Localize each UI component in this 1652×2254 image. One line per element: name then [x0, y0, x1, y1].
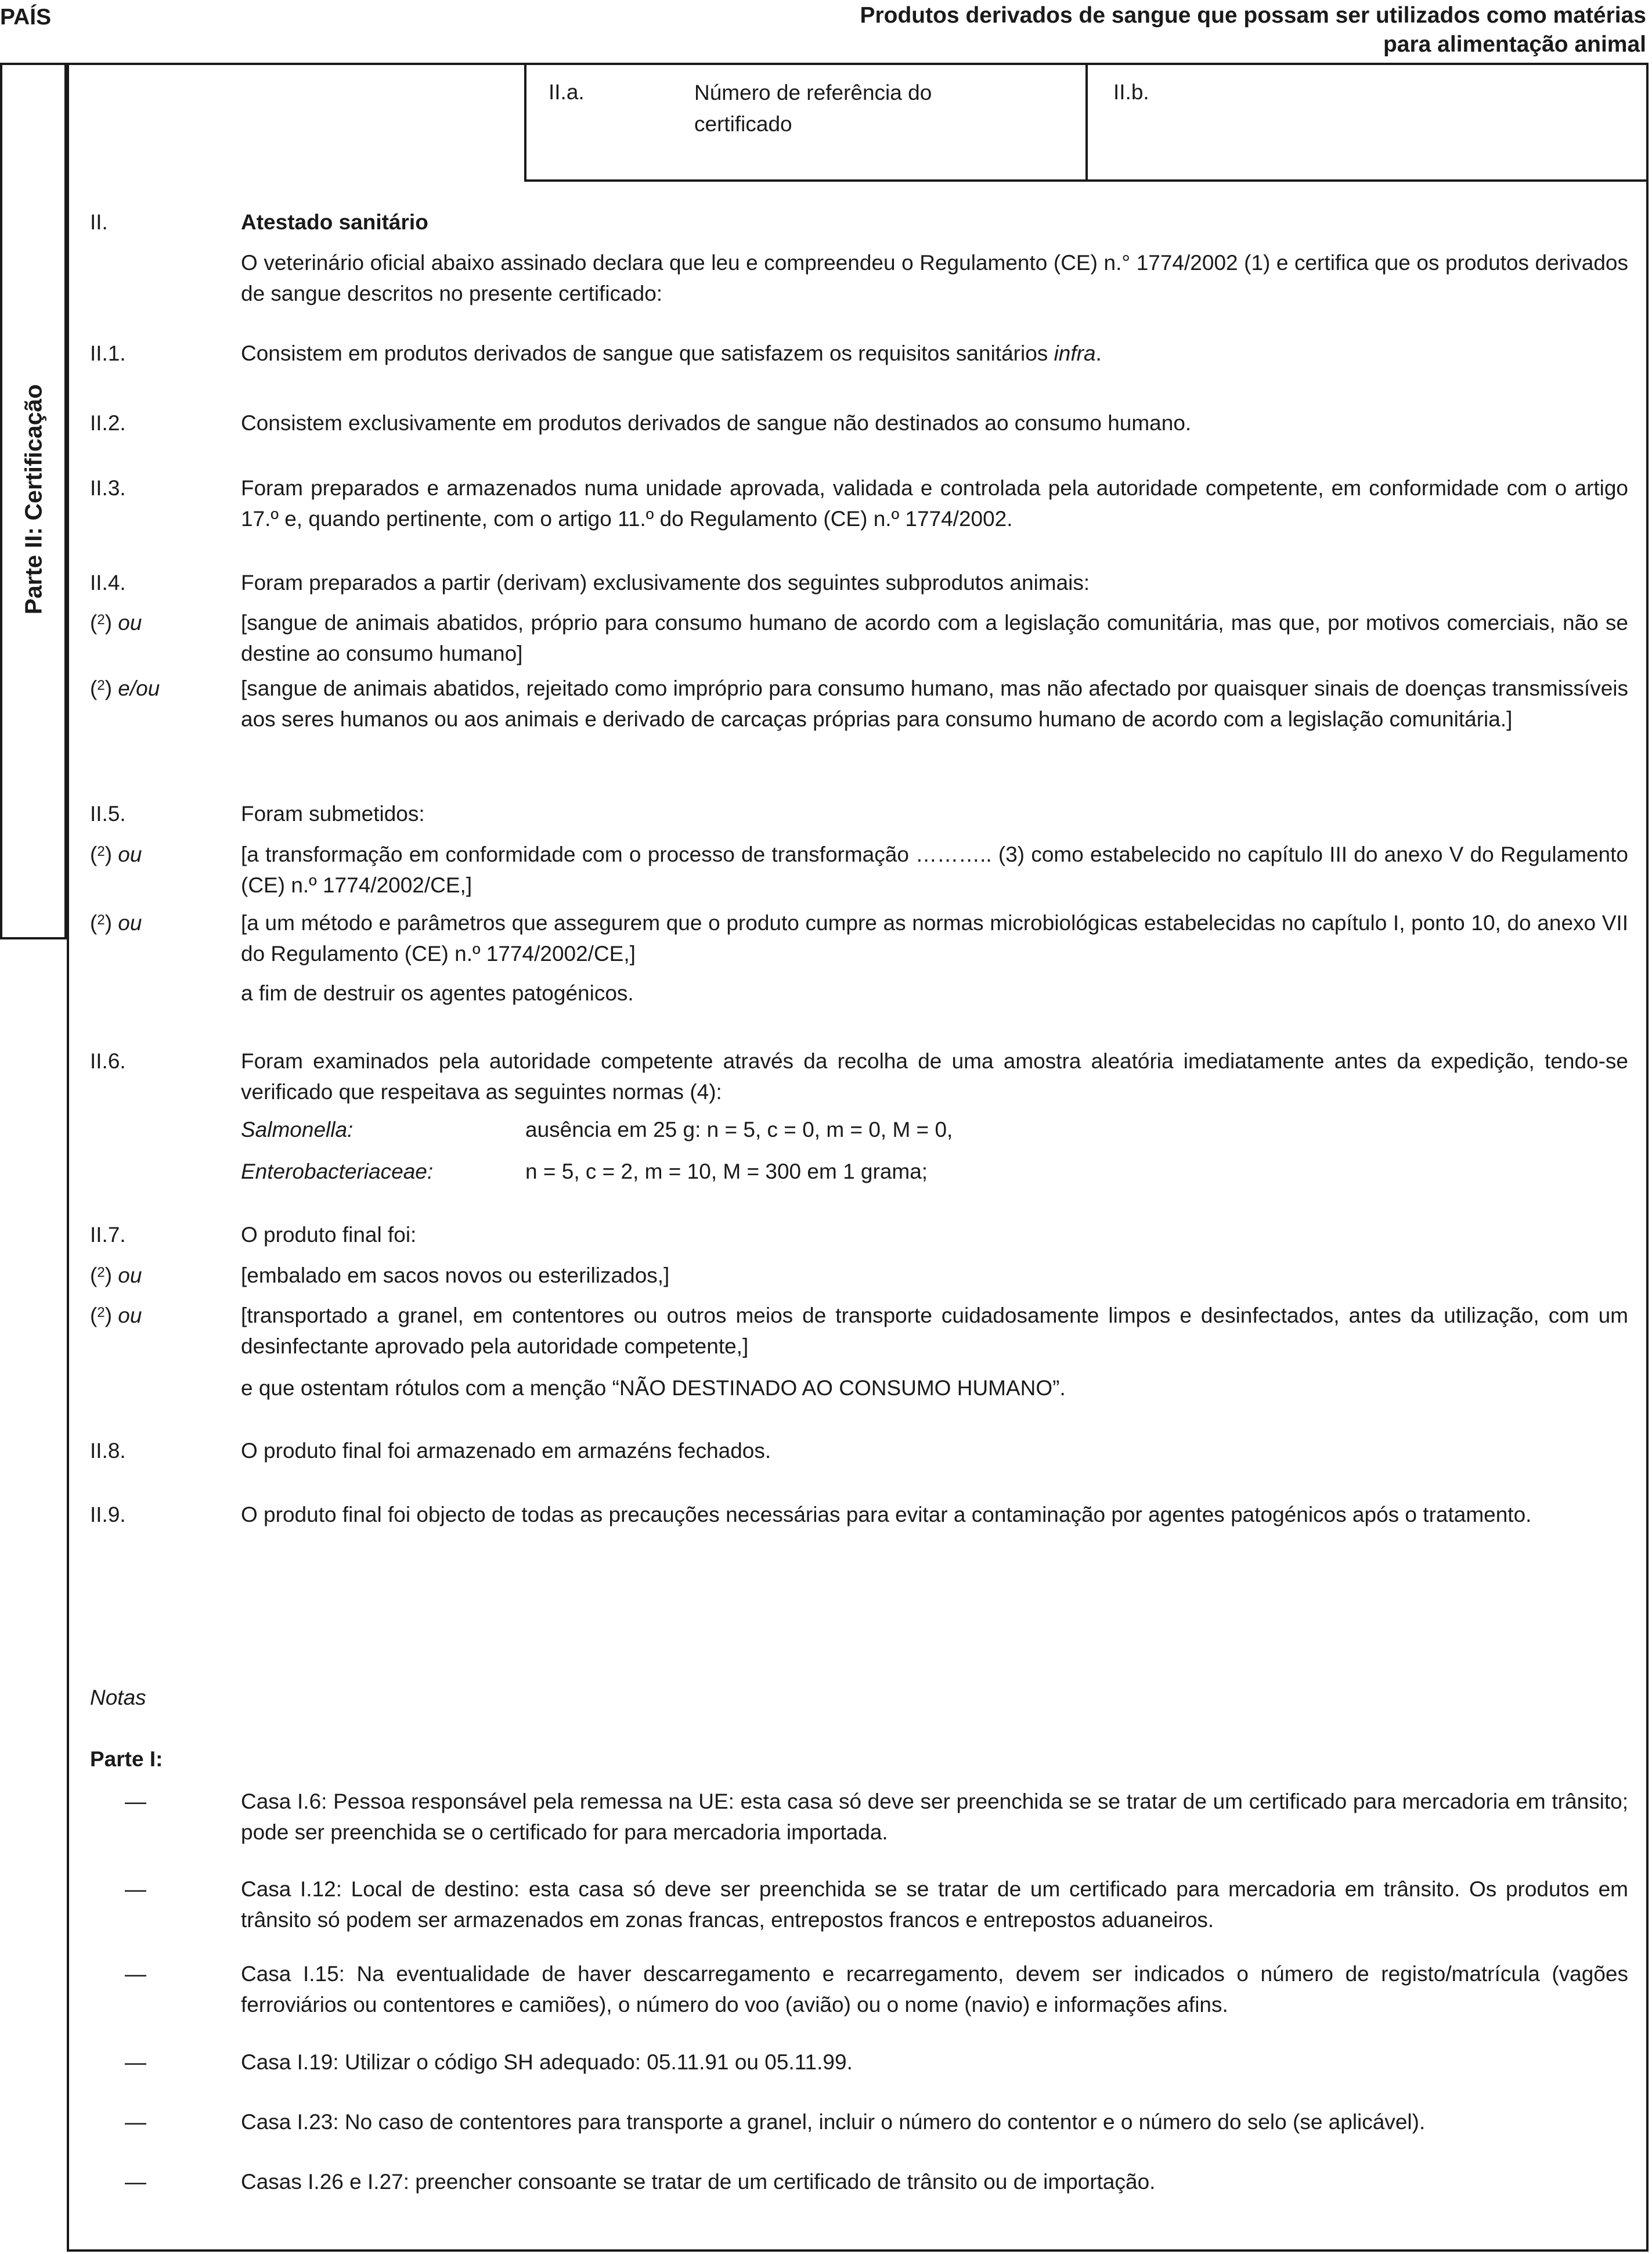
option-connector: ou	[112, 1304, 142, 1327]
note-text: Casas I.26 e I.27: preencher consoante se tratar de um certificado de trânsito ou de importação.	[241, 2170, 1156, 2194]
note-text: Casa I.6: Pessoa responsável pela remessa na UE: esta casa só deve ser preenchida se se tratar de um certificado para mercadoria em trânsito; pode ser preenchida se o certificado for para mercadoria importada.	[241, 1789, 1628, 1844]
option-text: [sangue de animais abatidos, próprio para consumo humano de acordo com a legislação comunitária, mas que, por motivos comerciais, não se destine ao consumo humano]	[241, 611, 1628, 665]
option-connector: ou	[112, 911, 142, 935]
footnote-ref: 2	[97, 612, 105, 628]
document-title	[659, 1, 1646, 59]
note-text: Casa I.12: Local de destino: esta casa só deve ser preenchida se se tratar de um certificado para mercadoria em trânsito. Os produtos em trânsito só podem ser armazenados em zonas francas, entrepostos francos e entrepostos aduaneiros.	[241, 1877, 1628, 1932]
ref-a-label	[694, 77, 932, 139]
note-dash: —	[125, 2050, 146, 2074]
note-text: Casa I.19: Utilizar o código SH adequado: 05.11.91 ou 05.11.99.	[241, 2050, 853, 2074]
item-text: O produto final foi:	[241, 1223, 417, 1247]
item-text: e que ostentam rótulos com a menção “NÃO DESTINADO AO CONSUMO HUMANO”.	[241, 1376, 1066, 1400]
ref-a-label-line2: certificado	[694, 111, 792, 136]
item-number: II.1.	[90, 341, 126, 365]
item-number: II.6.	[90, 1049, 126, 1073]
country-label: PAÍS	[0, 5, 52, 30]
item-number: II.3.	[90, 476, 126, 500]
item-number: II.8.	[90, 1439, 126, 1463]
item-text: O produto final foi armazenado em armazéns fechados.	[241, 1439, 771, 1463]
item-text-end: .	[1095, 341, 1102, 365]
section-number: II.	[90, 210, 108, 234]
footnote-ref: 2	[97, 678, 105, 693]
footnote-ref: 2	[97, 844, 105, 859]
option-marker: ($^2$) ou	[90, 911, 142, 935]
ref-a-label-line1: Número de referência do	[694, 81, 932, 105]
ref-a-code: II.a.	[549, 80, 585, 104]
option-connector: ou	[112, 611, 142, 635]
note-text: Casa I.15: Na eventualidade de haver descarregamento e recarregamento, devem ser indicados o número de registo/matrícula (vagões ferroviários ou contentores e camiões), o número do voo (avião) ou o nome (navio) e informações afins.	[241, 1962, 1628, 2017]
option-marker: ($^2$) ou	[90, 842, 142, 866]
item-text: Foram preparados a partir (derivam) exclusivamente dos seguintes subprodutos animais:	[241, 571, 1090, 595]
notes-part1-heading: Parte I:	[90, 1747, 163, 1771]
item-text-italic: infra	[1054, 341, 1096, 365]
option-connector: e/ou	[112, 676, 160, 700]
footnote-ref: 2	[97, 912, 105, 928]
item-text: Foram examinados pela autoridade competente através da recolha de uma amostra aleatória imediatamente antes da expedição, tendo-se verificado que respeitava as seguintes normas (4):	[241, 1049, 1628, 1104]
option-text: [a transformação em conformidade com o processo de transformação ……….. (3) como estabelecido no capítulo III do anexo V do Regulamento (CE) n.º 1774/2002/CE,]	[241, 842, 1628, 897]
ref-b-code: II.b.	[1113, 80, 1149, 104]
footnote-ref: 2	[97, 1305, 105, 1320]
option-connector: ou	[112, 1263, 142, 1287]
item-number: II.7.	[90, 1223, 126, 1247]
standard-value: ausência em 25 g: n = 5, c = 0, m = 0, M = 0,	[525, 1118, 953, 1142]
item-number: II.4.	[90, 571, 126, 595]
option-connector: ou	[112, 842, 142, 866]
item-number: II.2.	[90, 411, 126, 435]
standard-value: n = 5, c = 2, m = 10, M = 300 em 1 grama;	[525, 1160, 928, 1183]
document-title-line1: Produtos derivados de sangue que possam ser utilizados como matérias	[860, 3, 1646, 28]
item-number: II.5.	[90, 802, 126, 826]
item-text	[241, 339, 1628, 369]
footnote-ref: 2	[97, 1265, 105, 1280]
item-text: a fim de destruir os agentes patogénicos.	[241, 981, 634, 1005]
item-text: Foram submetidos:	[241, 802, 425, 826]
option-text: [transportado a granel, em contentores ou outros meios de transporte cuidadosamente limpos e desinfectados, antes da utilização, com um desinfectante aprovado pela autoridade competente,]	[241, 1304, 1628, 1358]
option-marker: ($^2$) ou	[90, 1304, 142, 1327]
option-marker: ($^2$) ou	[90, 611, 142, 635]
note-dash: —	[125, 1789, 146, 1813]
option-marker: ($^2$) e/ou	[90, 676, 160, 700]
option-text: [a um método e parâmetros que assegurem que o produto cumpre as normas microbiológicas estabelecidas no capítulo I, ponto 10, do anexo VII do Regulamento (CE) n.º 1774/2002/CE,]	[241, 911, 1628, 966]
option-text: [embalado em sacos novos ou esterilizados,]	[241, 1263, 670, 1287]
standard-label: Enterobacteriaceae:	[241, 1160, 434, 1183]
section-title: Atestado sanitário	[241, 210, 428, 234]
document-title-line2: para alimentação animal	[1383, 31, 1646, 57]
item-text: Consistem exclusivamente em produtos derivados de sangue não destinados ao consumo humano.	[241, 411, 1192, 435]
notes-title: Notas	[90, 1686, 146, 1709]
item-text: O produto final foi objecto de todas as precauções necessárias para evitar a contaminação por agentes patogénicos após o tratamento.	[241, 1503, 1532, 1526]
section-intro: O veterinário oficial abaixo assinado declara que leu e compreendeu o Regulamento (CE) n.° 1774/2002 (1) e certifica que os produtos derivados de sangue descritos no presente certificado:	[241, 251, 1628, 305]
note-text: Casa I.23: No caso de contentores para transporte a granel, incluir o número do contentor e o número do selo (se aplicável).	[241, 2110, 1426, 2134]
note-dash: —	[125, 1877, 146, 1901]
part-sidebar-label: Parte II: Certificação	[20, 384, 47, 615]
standard-label: Salmonella:	[241, 1118, 354, 1142]
item-text: Foram preparados e armazenados numa unidade aprovada, validada e controlada pela autoridade competente, em conformidade com o artigo 17.º e, quando pertinente, com o artigo 11.º do Regulamento (CE) n.º 1774/2002.	[241, 476, 1628, 531]
note-dash: —	[125, 2110, 146, 2134]
item-text-part: Consistem em produtos derivados de sangue que satisfazem os requisitos sanitários	[241, 341, 1054, 365]
item-number: II.9.	[90, 1503, 126, 1526]
option-text: [sangue de animais abatidos, rejeitado como impróprio para consumo humano, mas não afectado por quaisquer sinais de doenças transmissíveis aos seres humanos ou aos animais e derivado de carcaças próprias para consumo humano de acordo com a legislação comunitária.]	[241, 676, 1628, 731]
note-dash: —	[125, 1962, 146, 1986]
reference-box-divider	[1085, 63, 1088, 182]
note-dash: —	[125, 2170, 146, 2194]
option-marker: ($^2$) ou	[90, 1263, 142, 1287]
